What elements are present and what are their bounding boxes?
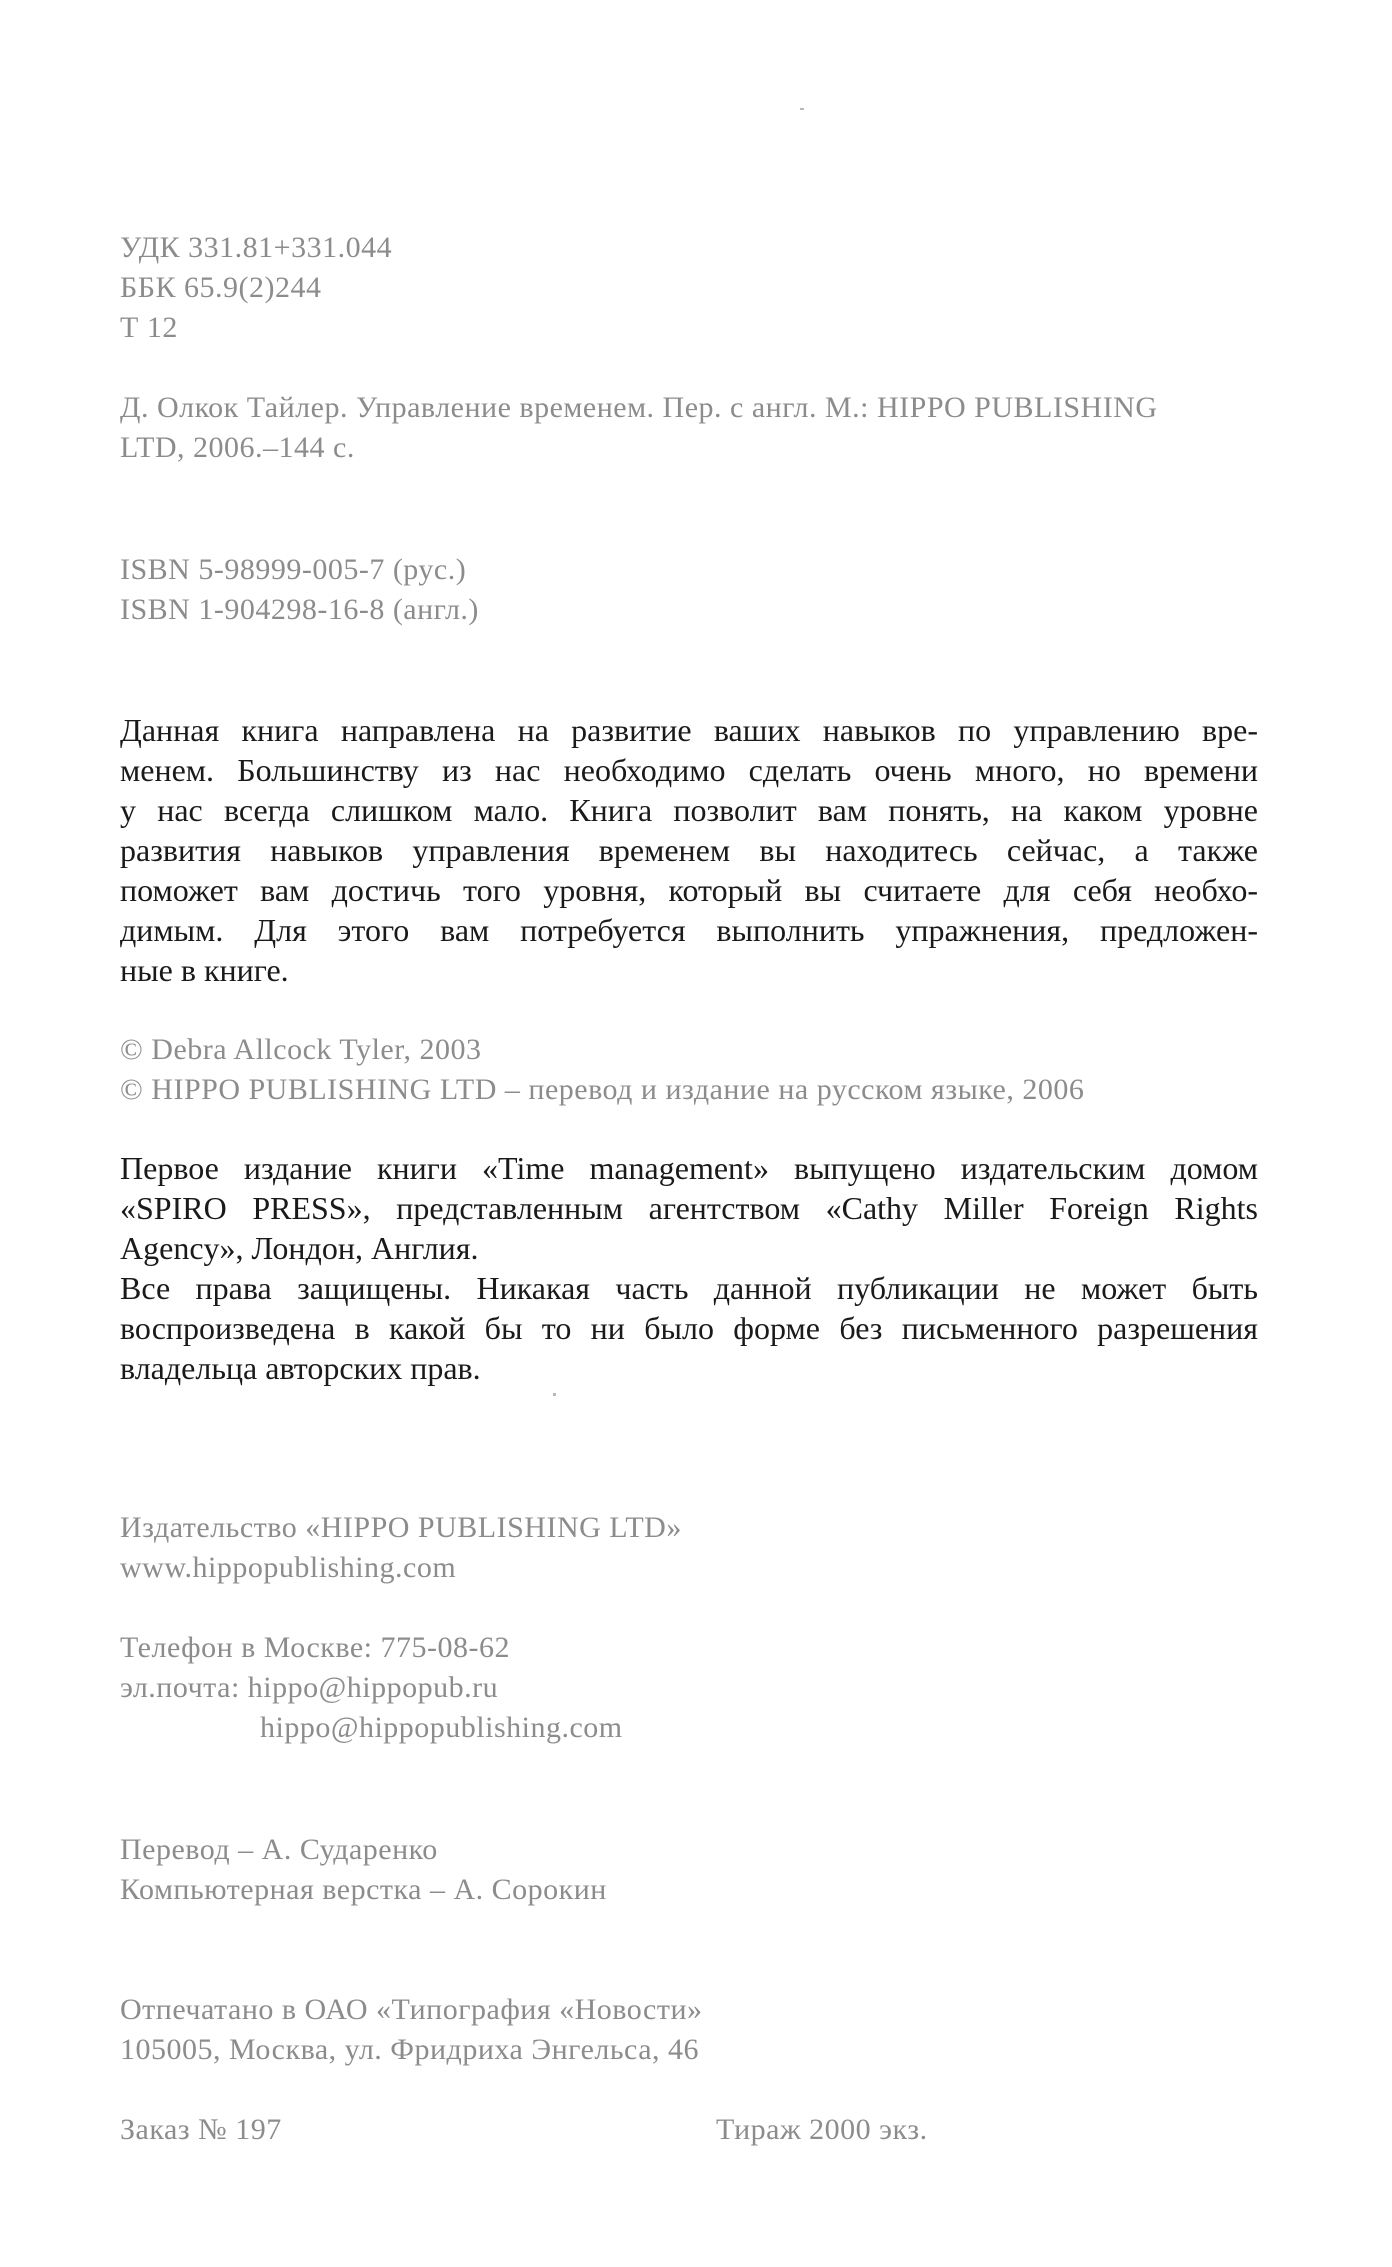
rights-line: владельца авторских прав.: [120, 1350, 481, 1386]
bibliographic-line: LTD, 2006.–144 с.: [120, 431, 355, 464]
annotation-line: ные в книге.: [120, 952, 289, 988]
bibliographic-block: [120, 388, 1260, 468]
annotation-line: у нас всегда слишком мало. Книга позволит вам понять, на каком уровне: [120, 792, 1258, 828]
edition-rights-paragraph: [120, 1148, 1258, 1388]
first-edition-line: Agency», Лондон, Англия.: [120, 1230, 479, 1266]
isbn-english: ISBN 1-904298-16-8 (англ.): [120, 593, 479, 626]
email-line[interactable]: эл.почта: hippo@hippopub.ru: [120, 1671, 499, 1704]
print-speck: [800, 108, 804, 110]
publisher-block: [120, 1508, 1260, 1588]
publisher-website[interactable]: www.hippopublishing.com: [120, 1551, 457, 1584]
phone-line: Телефон в Москве: 775-08-62: [120, 1631, 510, 1664]
annotation-line: Данная книга направлена на развитие ваших навыков по управлению вре-: [120, 712, 1258, 748]
printer-name: Отпечатано в ОАО «Типография «Новости»: [120, 1993, 703, 2026]
author-code: Т 12: [120, 311, 178, 344]
annotation-line: поможет вам достичь того уровня, который вы считаете для себя необхо-: [120, 872, 1258, 908]
print-speck: [553, 1393, 556, 1396]
layout-credit: Компьютерная верстка – А. Сорокин: [120, 1873, 607, 1906]
translator-credit: Перевод – А. Сударенко: [120, 1833, 438, 1866]
first-edition-line: Первое издание книги «Time management» выпущено издательским домом: [120, 1150, 1258, 1186]
isbn-block: [120, 550, 1260, 630]
publisher-name: Издательство «HIPPO PUBLISHING LTD»: [120, 1511, 682, 1544]
udk-code: УДК 331.81+331.044: [120, 231, 393, 264]
classification-block: [120, 228, 1260, 348]
bibliographic-line: Д. Олкок Тайлер. Управление временем. Пер. с англ. М.: HIPPO PUBLISHING: [120, 391, 1158, 424]
annotation-line: развития навыков управления временем вы находитесь сейчас, а также: [120, 832, 1258, 868]
bbk-code: ББК 65.9(2)244: [120, 271, 322, 304]
copyright-translation: © HIPPO PUBLISHING LTD – перевод и издание на русском языке, 2006: [120, 1073, 1085, 1106]
annotation-line: менем. Большинству из нас необходимо сделать очень много, но времени: [120, 752, 1258, 788]
credits-block: [120, 1830, 1260, 1910]
printer-address: 105005, Москва, ул. Фридриха Энгельса, 46: [120, 2033, 700, 2066]
annotation-paragraph: [120, 710, 1258, 990]
copyright-block: [120, 1030, 1260, 1110]
email-line[interactable]: hippo@hippopublishing.com: [260, 1711, 623, 1744]
annotation-line: димым. Для этого вам потребуется выполнить упражнения, предложен-: [120, 912, 1258, 948]
order-number: Заказ № 197: [120, 2113, 282, 2146]
rights-line: воспроизведена в какой бы то ни было форме без письменного разрешения: [120, 1310, 1258, 1346]
printing-block: [120, 1990, 1260, 2070]
print-run: Тираж 2000 экз.: [716, 2113, 928, 2146]
rights-line: Все права защищены. Никакая часть данной публикации не может быть: [120, 1270, 1258, 1306]
isbn-russian: ISBN 5-98999-005-7 (рус.): [120, 553, 467, 586]
copyright-original: © Debra Allcock Tyler, 2003: [120, 1033, 482, 1066]
first-edition-line: «SPIRO PRESS», представленным агентством «Cathy Miller Foreign Rights: [120, 1190, 1258, 1226]
contacts-block: [120, 1628, 1260, 1748]
